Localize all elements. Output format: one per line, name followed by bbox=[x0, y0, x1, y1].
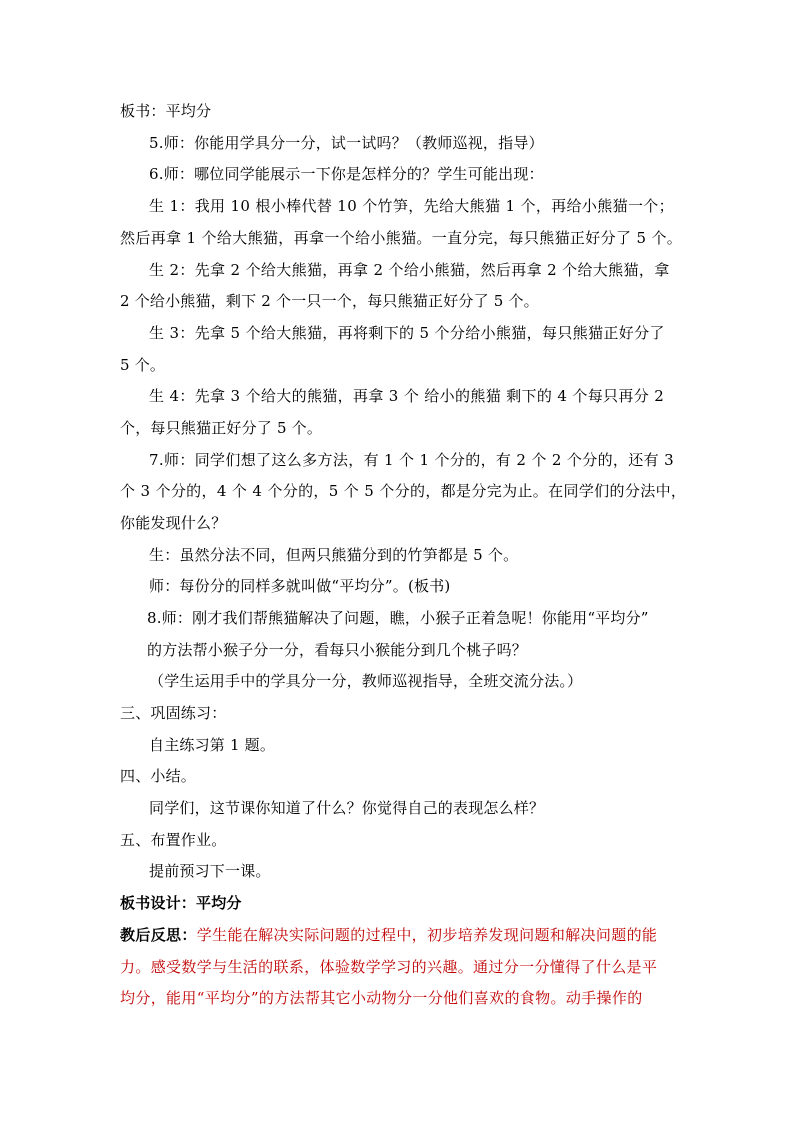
student-3-line-2: 5 个。 bbox=[120, 356, 166, 374]
student-4-line-2: 个，每只熊猫正好分了 5 个。 bbox=[120, 419, 323, 437]
homework-item: 提前预习下一课。 bbox=[149, 862, 271, 880]
reflection-label: 教后反思： bbox=[120, 926, 197, 944]
student-2-line-2: 2 个给小熊猫，剩下 2 个一只一个，每只熊猫正好分了 5 个。 bbox=[120, 292, 539, 310]
student-1-line-2: 然后再拿 1 个给大熊猫，再拿一个给小熊猫。一直分完，每只熊猫正好分了 5 个。 bbox=[120, 229, 683, 247]
reflection-text-1: 学生能在解决实际问题的过程中，初步培养发现问题和解决问题的能 bbox=[196, 926, 658, 944]
paragraph-step-8-line-1: 8.师：刚才我们帮熊猫解决了问题，瞧，小猴子正着急呢！你能用“平均分” bbox=[147, 609, 649, 627]
section-practice-heading: 三、巩固练习： bbox=[120, 704, 227, 722]
reflection-line-3: 均分，能用“平均分”的方法帮其它小动物分一分他们喜欢的食物。动手操作的 bbox=[120, 989, 643, 1007]
summary-question: 同学们，这节课你知道了什么？你觉得自己的表现怎么样？ bbox=[149, 799, 545, 817]
section-summary-heading: 四、小结。 bbox=[120, 767, 197, 785]
student-2-line-1: 生 2：先拿 2 个给大熊猫，再拿 2 个给小熊猫，然后再拿 2 个给大熊猫，拿 bbox=[149, 261, 670, 279]
reflection-line-2: 力。感受数学与生活的联系，体验数学学习的兴趣。通过分一分懂得了什么是平 bbox=[120, 958, 658, 976]
activity-note: （学生运用手中的学具分一分，教师巡视指导，全班交流分法。） bbox=[149, 672, 583, 690]
board-design: 板书设计：平均分 bbox=[120, 894, 242, 912]
paragraph-step-7-line-2: 个 3 个分的，4 个 4 个分的，5 个 5 个分的，都是分完为止。在同学们的分法中， bbox=[120, 482, 687, 500]
student-3-line-1: 生 3：先拿 5 个给大熊猫，再将剩下的 5 个分给小熊猫，每只熊猫正好分了 bbox=[149, 324, 665, 342]
student-answer: 生：虽然分法不同，但两只熊猫分到的竹笋都是 5 个。 bbox=[149, 546, 519, 564]
reflection-line-1 bbox=[120, 925, 680, 945]
teacher-definition: 师：每份分的同样多就叫做“平均分”。(板书) bbox=[149, 577, 451, 595]
paragraph-step-7-line-1: 7.师：同学们想了这么多方法，有 1 个 1 个分的，有 2 个 2 个分的，还有 3 bbox=[149, 451, 674, 469]
paragraph-step-8-line-2: 的方法帮小猴子分一分，看每只小猴能分到几个桃子吗？ bbox=[147, 641, 528, 659]
paragraph-step-6: 6.师：哪位同学能展示一下你是怎样分的？学生可能出现： bbox=[149, 165, 544, 183]
student-1-line-1: 生 1：我用 10 根小棒代替 10 个竹笋，先给大熊猫 1 个，再给小熊猫一个； bbox=[149, 197, 674, 215]
section-homework-heading: 五、布置作业。 bbox=[120, 831, 227, 849]
board-title: 板书：平均分 bbox=[120, 102, 212, 120]
paragraph-step-7-line-3: 你能发现什么？ bbox=[120, 514, 227, 532]
practice-item: 自主练习第 1 题。 bbox=[149, 736, 276, 754]
student-4-line-1: 生 4：先拿 3 个给大的熊猫，再拿 3 个 给小的熊猫 剩下的 4 个每只再分 2 bbox=[149, 387, 665, 405]
paragraph-step-5: 5.师：你能用学具分一分，试一试吗？（教师巡视，指导） bbox=[149, 134, 544, 152]
